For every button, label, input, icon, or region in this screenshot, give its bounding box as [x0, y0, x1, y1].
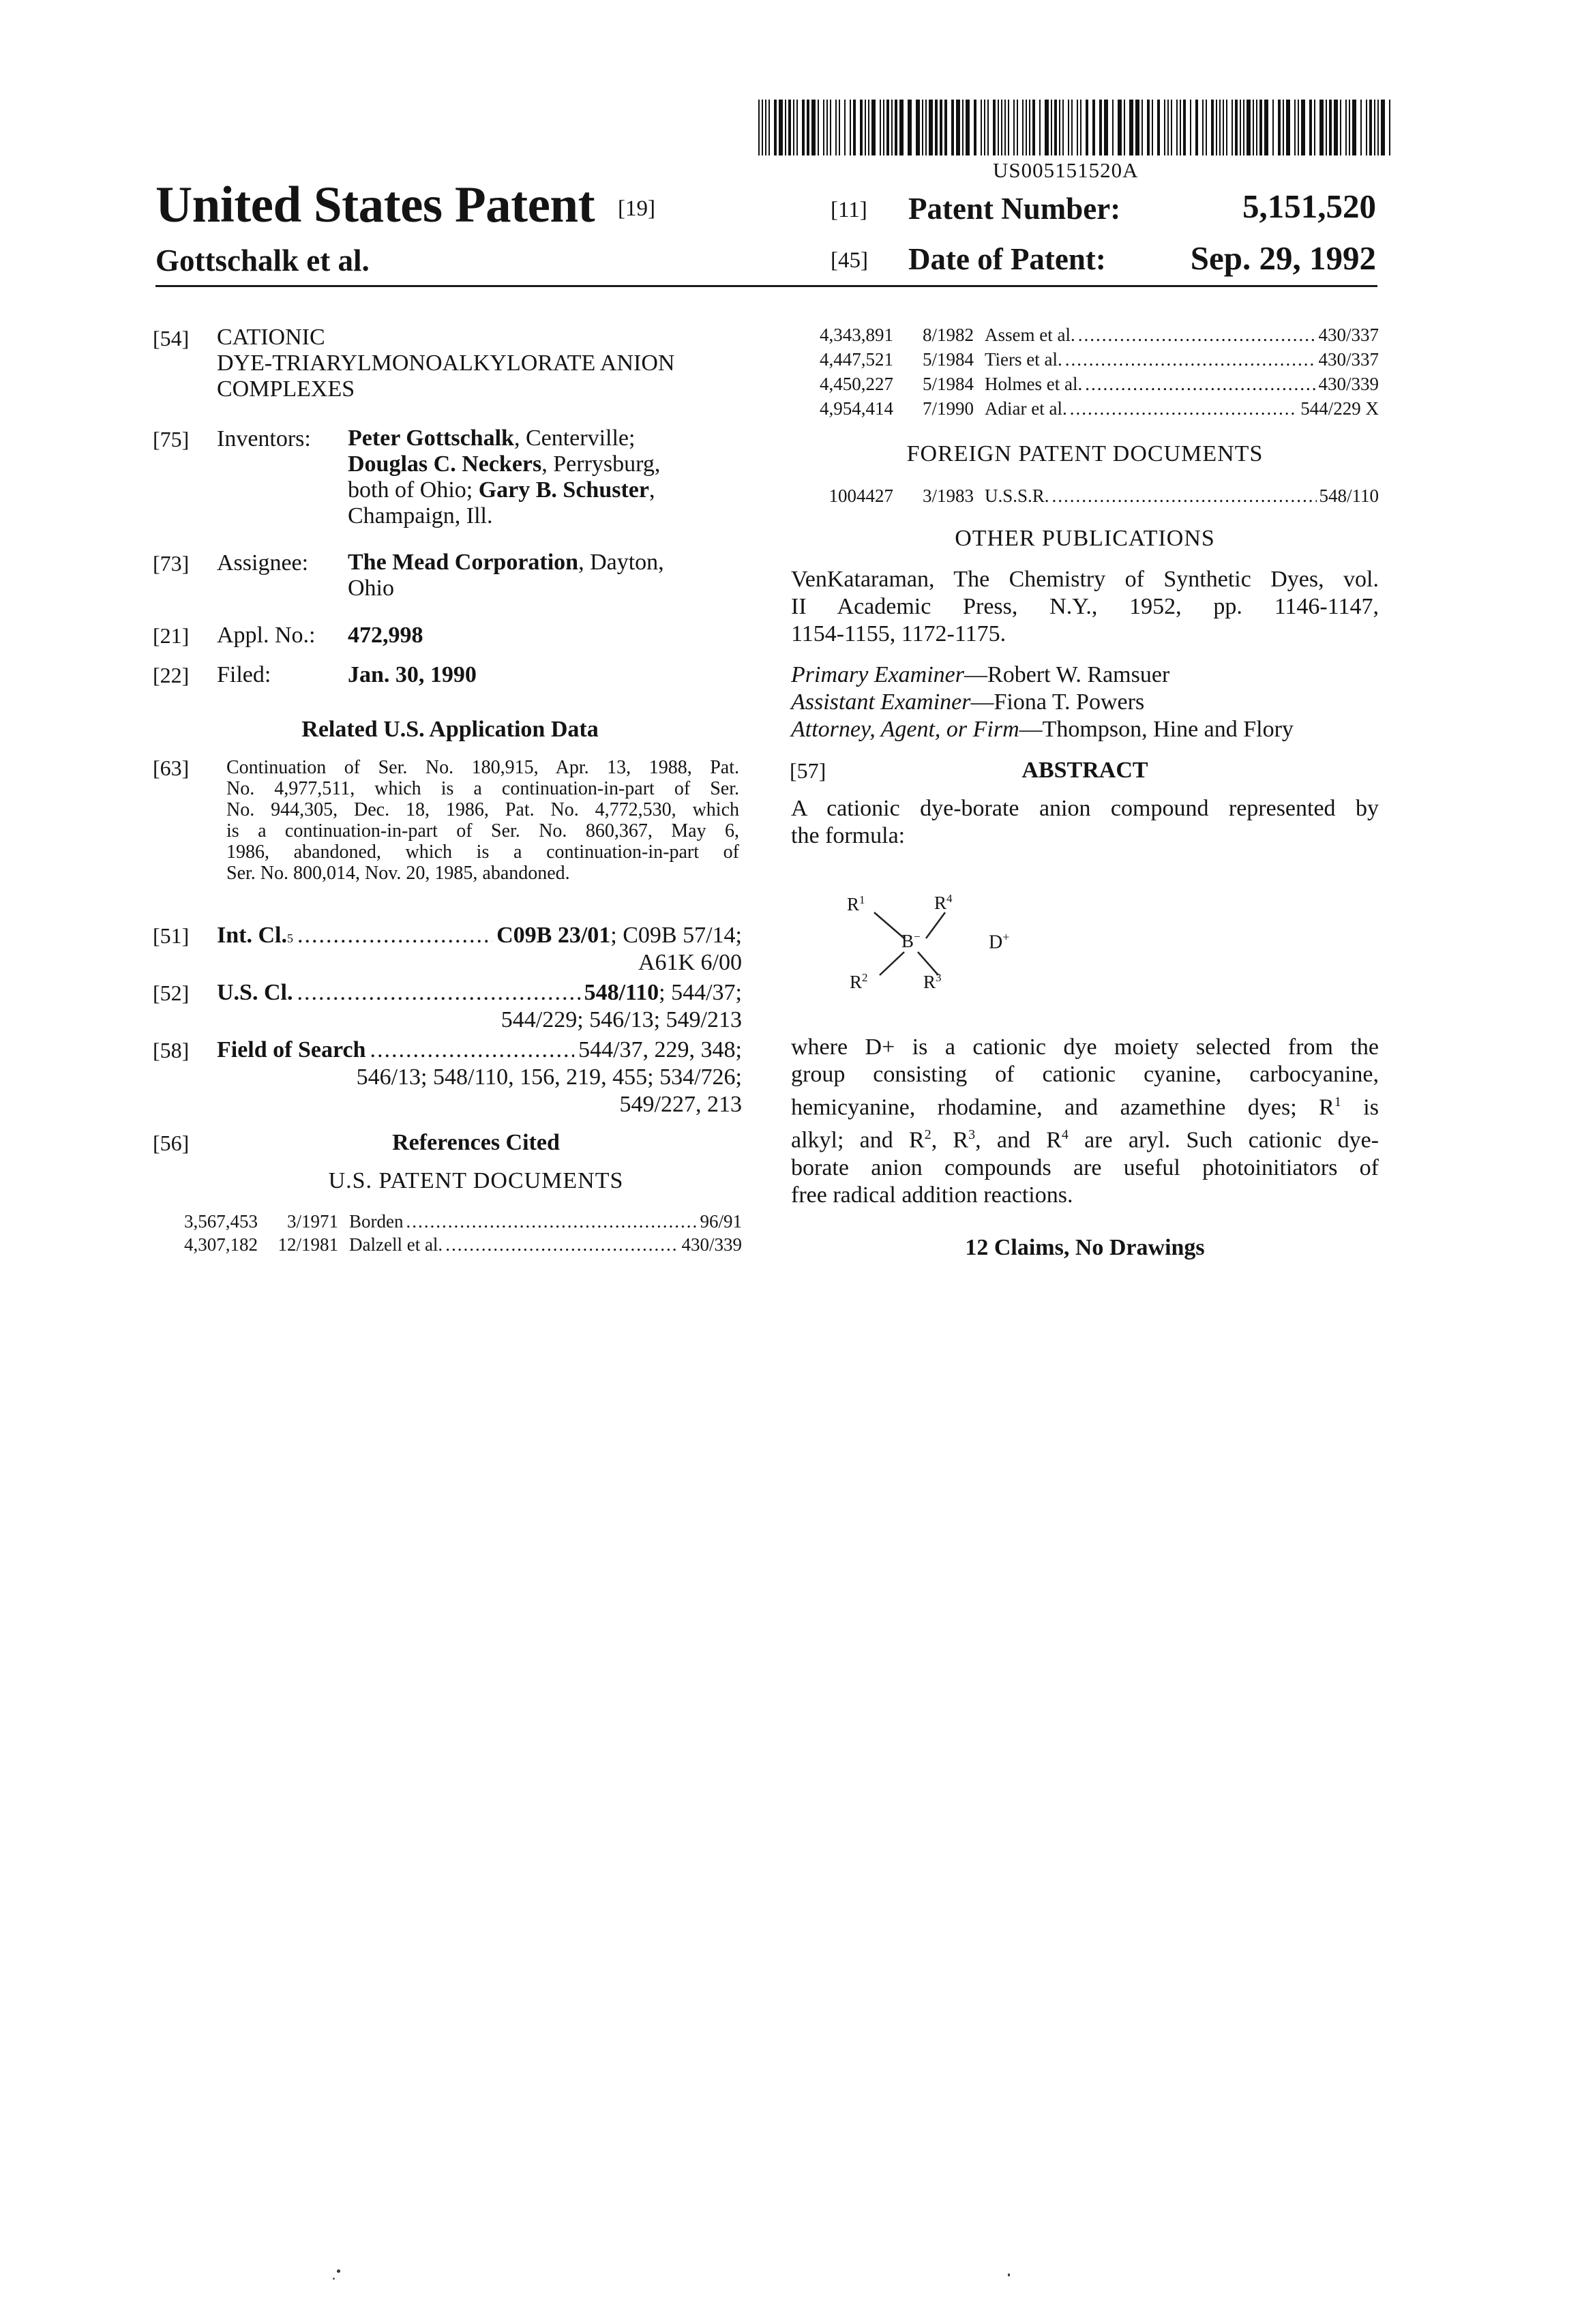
inid-tag-22: [22] — [153, 663, 189, 688]
leader-dots: ............................................ — [1052, 486, 1317, 507]
references-heading: References Cited — [217, 1129, 735, 1157]
abstract-body-line-4: alkyl; and R2, R3, and R4 are aryl. Such cationic dye- — [791, 1121, 1379, 1154]
us-patent-documents-heading: U.S. PATENT DOCUMENTS — [217, 1167, 735, 1195]
barcode-bar — [1309, 100, 1312, 155]
barcode-bar — [1092, 100, 1095, 155]
inid-tag-11: [11] — [831, 198, 867, 223]
barcode-bar — [922, 100, 923, 155]
barcode-bar — [788, 100, 791, 155]
appl-no-value: 472,998 — [348, 622, 423, 649]
barcode-bar — [974, 100, 976, 155]
barcode-bar — [925, 100, 927, 155]
leader-dots: ....................................... — [445, 1234, 678, 1255]
barcode-bar — [844, 100, 846, 155]
barcode-bar — [779, 100, 783, 155]
barcode-bar — [1259, 100, 1262, 155]
inid-tag-57: [57] — [790, 758, 826, 784]
attorney-label: Attorney, Agent, or Firm — [791, 717, 1019, 742]
barcode-bar — [1001, 100, 1002, 155]
us-cl-primary: 548/110 — [584, 980, 659, 1005]
barcode-bar — [1022, 100, 1024, 155]
patent-number-label: Patent Number: — [908, 191, 1120, 226]
barcode-bar — [1377, 100, 1379, 155]
us-cl-line-2: 544/229; 546/13; 549/213 — [501, 1007, 742, 1034]
int-cl-secondary: ; C09B 57/14; — [610, 923, 742, 948]
abstract-intro — [791, 795, 1379, 850]
ref-date: 12/1981 — [258, 1234, 338, 1255]
field-of-search-line-2: 546/13; 548/110, 156, 219, 455; 534/726; — [357, 1064, 742, 1091]
related-line-4: is a continuation-in-part of Ser. No. 860,367, May 6, — [226, 820, 739, 841]
barcode-bar — [1374, 100, 1375, 155]
scan-speck — [333, 2278, 335, 2280]
barcode-bar — [1345, 100, 1347, 155]
barcode-bar — [1068, 100, 1069, 155]
reference-row — [791, 398, 1379, 419]
related-line-5: 1986, abandoned, which is a continuation-in-part of — [226, 841, 739, 863]
barcode-bar — [1195, 100, 1198, 155]
inventor-1-name: Peter Gottschalk — [348, 426, 514, 451]
barcode-bar — [1013, 100, 1015, 155]
barcode-bar — [1118, 100, 1122, 155]
patent-office-title: United States Patent — [155, 176, 595, 235]
barcode-bar — [774, 100, 777, 155]
ref-class: 430/339 — [681, 1234, 742, 1255]
inventors-list — [348, 426, 660, 529]
leader-dots: ...................................... — [1085, 374, 1315, 395]
barcode-bar — [1180, 100, 1181, 155]
inventor-2-city: , Perrysburg, — [541, 451, 660, 477]
ref-number: 3,567,453 — [155, 1211, 258, 1232]
barcode-bar — [929, 100, 933, 155]
barcode-bar — [860, 100, 863, 155]
barcode-bar — [984, 100, 985, 155]
leader-dots: ........................................ — [1078, 325, 1316, 346]
invention-title — [217, 325, 674, 402]
barcode-bar — [1349, 100, 1350, 155]
inid-tag-19: [19] — [618, 196, 655, 222]
publication-line-1: VenKataraman, The Chemistry of Synthetic Dyes, vol. — [791, 566, 1379, 593]
barcode-bar — [956, 100, 960, 155]
barcode-bar — [1334, 100, 1338, 155]
barcode-bar — [891, 100, 893, 155]
abstract-body-line-6: free radical addition reactions. — [791, 1182, 1379, 1209]
barcode-bar — [1054, 100, 1057, 155]
ref-name: Assem et al. — [985, 325, 1075, 346]
abstract-line-2: the formula: — [791, 822, 1379, 850]
substituent-r4: R4 — [934, 892, 953, 914]
barcode-bar — [1264, 100, 1268, 155]
barcode-bar — [1152, 100, 1153, 155]
barcode-bar — [1389, 100, 1390, 155]
barcode-bar — [1329, 100, 1332, 155]
related-line-2: No. 4,977,511, which is a continuation-in-part of Ser. — [226, 778, 739, 799]
barcode-bar — [966, 100, 970, 155]
first-inventor-heading: Gottschalk et al. — [155, 243, 370, 278]
other-publications-heading: OTHER PUBLICATIONS — [791, 525, 1379, 552]
barcode-bar — [1124, 100, 1125, 155]
ref-class: 548/110 — [1319, 486, 1379, 507]
barcode-bar — [899, 100, 904, 155]
attorney: —Thompson, Hine and Flory — [1019, 717, 1294, 742]
ref-date: 5/1984 — [893, 374, 974, 395]
barcode-bar — [935, 100, 938, 155]
ref-name: Borden — [349, 1211, 403, 1232]
barcode-bar — [1099, 100, 1102, 155]
barcode-bar — [1226, 100, 1227, 155]
leader-dots: .......................................... — [1065, 349, 1316, 370]
barcode-bar — [1141, 100, 1143, 155]
barcode-bar — [865, 100, 866, 155]
filed-value: Jan. 30, 1990 — [348, 661, 477, 689]
abstract-body-line-1: where D+ is a cationic dye moiety selected from the — [791, 1034, 1379, 1061]
barcode-bar — [1176, 100, 1178, 155]
barcode-bar — [1183, 100, 1186, 155]
abstract-body-line-5: borate anion compounds are useful photoinitiators of — [791, 1154, 1379, 1182]
barcode-bar — [850, 100, 851, 155]
barcode-bar — [839, 100, 840, 155]
inventor-3-city: Champaign, Ill. — [348, 503, 660, 529]
us-cl-secondary: ; 544/37; — [659, 980, 742, 1005]
reference-row — [791, 349, 1379, 370]
substituent-r3: R3 — [923, 971, 942, 993]
barcode-bar — [1086, 100, 1088, 155]
related-data-text — [226, 757, 739, 884]
assistant-examiner-label: Assistant Examiner — [791, 689, 970, 715]
barcode-bar — [811, 100, 816, 155]
substituent-r1: R1 — [847, 893, 865, 915]
barcode-bar — [818, 100, 819, 155]
barcode-bar — [1243, 100, 1244, 155]
inid-tag-73: [73] — [153, 551, 189, 576]
int-cl-primary: C09B 23/01 — [496, 923, 610, 948]
assistant-examiner: —Fiona T. Powers — [970, 689, 1144, 715]
int-cl-row — [217, 922, 742, 952]
barcode-bar — [1369, 100, 1372, 155]
barcode-bar — [1240, 100, 1241, 155]
dye-cation: D+ — [989, 930, 1009, 953]
inventor-1-city: , Centerville; — [514, 426, 636, 451]
related-line-6: Ser. No. 800,014, Nov. 20, 1985, abandoned. — [226, 863, 739, 884]
leader-dots: ................................................. — [406, 1211, 697, 1232]
ref-class: 96/91 — [700, 1211, 742, 1232]
barcode-bar — [1340, 100, 1341, 155]
barcode-bar — [1008, 100, 1009, 155]
ref-name: Adiar et al. — [985, 398, 1067, 419]
reference-row — [155, 1234, 742, 1255]
barcode-bar — [796, 100, 798, 155]
inventors-state: both of Ohio; — [348, 477, 479, 503]
boron-atom: B− — [901, 930, 921, 952]
ref-class: 544/229 X — [1300, 398, 1379, 419]
ref-number: 4,343,891 — [791, 325, 893, 346]
barcode-bar — [1062, 100, 1064, 155]
ref-class: 430/337 — [1318, 349, 1379, 370]
barcode-bar — [1039, 100, 1041, 155]
abstract-body-line-2: group consisting of cationic cyanine, carbocyanine, — [791, 1061, 1379, 1088]
us-cl-row — [217, 979, 742, 1007]
date-of-patent-label: Date of Patent: — [908, 241, 1106, 277]
barcode-bar — [1286, 100, 1290, 155]
date-of-patent: Sep. 29, 1992 — [1191, 239, 1376, 278]
inventor-3-sep: , — [649, 477, 655, 503]
ref-number: 4,954,414 — [791, 398, 893, 419]
barcode-bar — [1157, 100, 1160, 155]
barcode-bar — [1071, 100, 1073, 155]
related-line-3: No. 944,305, Dec. 18, 1986, Pat. No. 4,772,530, which — [226, 799, 739, 820]
barcode-bar — [1301, 100, 1305, 155]
barcode-bar — [1235, 100, 1238, 155]
ref-date: 3/1971 — [258, 1211, 338, 1232]
abstract-line-1: A cationic dye-borate anion compound represented by — [791, 795, 1379, 822]
barcode-bar — [951, 100, 954, 155]
int-cl-label: Int. Cl. — [217, 922, 287, 949]
foreign-reference-row — [791, 486, 1379, 507]
field-of-search-row — [217, 1037, 742, 1064]
primary-examiner-label: Primary Examiner — [791, 662, 964, 687]
barcode-bar — [1059, 100, 1060, 155]
barcode-bar — [1206, 100, 1207, 155]
barcode-bar — [1164, 100, 1165, 155]
barcode-bar — [1029, 100, 1030, 155]
barcode-bar — [1272, 100, 1274, 155]
barcode-bar — [981, 100, 982, 155]
abstract-heading: ABSTRACT — [791, 757, 1379, 784]
barcode-bar — [868, 100, 869, 155]
primary-examiner: —Robert W. Ramsuer — [964, 662, 1169, 687]
assignee-name: The Mead Corporation — [348, 550, 578, 575]
title-line-2: DYE-TRIARYLMONOALKYLORATE ANION — [217, 351, 674, 376]
barcode — [758, 100, 1391, 155]
barcode-bar — [1366, 100, 1367, 155]
field-of-search-line-3: 549/227, 213 — [357, 1091, 742, 1118]
barcode-bar — [1232, 100, 1233, 155]
other-publications-text — [791, 566, 1379, 648]
barcode-bar — [1283, 100, 1284, 155]
barcode-bar — [807, 100, 809, 155]
assignee-value — [348, 550, 664, 601]
scan-speck — [337, 2269, 340, 2273]
ref-name: U.S.S.R. — [985, 486, 1049, 507]
barcode-bar — [1326, 100, 1327, 155]
barcode-bar — [1256, 100, 1257, 155]
barcode-bar — [1004, 100, 1006, 155]
abstract-body — [791, 1034, 1379, 1209]
leader-dots: ............................. — [370, 1037, 574, 1064]
inid-tag-54: [54] — [153, 326, 189, 351]
ref-date: 7/1990 — [893, 398, 974, 419]
related-line-1: Continuation of Ser. No. 180,915, Apr. 13, 1988, Pat. — [226, 757, 739, 778]
inid-tag-52: [52] — [153, 981, 189, 1006]
publication-line-2: II Academic Press, N.Y., 1952, pp. 1146-1147, — [791, 593, 1379, 621]
related-data-heading: Related U.S. Application Data — [155, 716, 745, 743]
barcode-bar — [830, 100, 831, 155]
ref-date: 5/1984 — [893, 349, 974, 370]
ref-number: 4,447,521 — [791, 349, 893, 370]
barcode-bar — [1247, 100, 1251, 155]
barcode-bar — [998, 100, 999, 155]
barcode-bar — [826, 100, 828, 155]
barcode-bar — [823, 100, 824, 155]
ref-name: Holmes et al. — [985, 374, 1082, 395]
assignee-state: Ohio — [348, 576, 664, 601]
barcode-bar — [793, 100, 794, 155]
barcode-bar — [1298, 100, 1299, 155]
filed-label: Filed: — [217, 661, 271, 689]
abstract-body-line-3: hemicyanine, rhodamine, and azamethine dyes; R1 is — [791, 1088, 1379, 1121]
inid-tag-75: [75] — [153, 427, 189, 452]
barcode-bar — [880, 100, 881, 155]
barcode-bar — [1360, 100, 1362, 155]
barcode-bar — [1278, 100, 1281, 155]
barcode-bar — [916, 100, 920, 155]
inid-tag-58: [58] — [153, 1038, 189, 1063]
examiners-block — [791, 661, 1379, 743]
reference-row — [791, 325, 1379, 346]
barcode-bar — [1216, 100, 1217, 155]
inid-tag-51: [51] — [153, 923, 189, 949]
ref-name: Tiers et al. — [985, 349, 1062, 370]
int-cl-line-2: A61K 6/00 — [638, 949, 742, 977]
ref-number: 4,307,182 — [155, 1234, 258, 1255]
assignee-city: , Dayton, — [578, 550, 664, 575]
scan-speck — [1008, 2274, 1010, 2276]
barcode-bar — [908, 100, 912, 155]
barcode-bar — [1112, 100, 1114, 155]
barcode-bar — [1147, 100, 1150, 155]
reference-row — [791, 374, 1379, 395]
barcode-bar — [1171, 100, 1172, 155]
reference-row — [155, 1211, 742, 1232]
barcode-bar — [758, 100, 760, 155]
barcode-bar — [1080, 100, 1081, 155]
barcode-bar — [1017, 100, 1018, 155]
title-line-1: CATIONIC — [217, 325, 674, 351]
barcode-bar — [1219, 100, 1221, 155]
barcode-bar — [1077, 100, 1078, 155]
inventors-label: Inventors: — [217, 426, 311, 453]
barcode-bar — [1223, 100, 1224, 155]
ref-number: 1004427 — [791, 486, 893, 507]
header-rule — [155, 285, 1377, 287]
barcode-bar — [987, 100, 989, 155]
inid-tag-63: [63] — [153, 756, 189, 781]
assignee-label: Assignee: — [217, 550, 308, 577]
appl-no-label: Appl. No.: — [217, 622, 316, 649]
leader-dots: ...................................... — [1070, 398, 1298, 419]
barcode-bar — [1135, 100, 1139, 155]
title-line-3: COMPLEXES — [217, 376, 674, 402]
field-of-search-more — [357, 1064, 742, 1118]
barcode-bar — [1190, 100, 1191, 155]
barcode-bar — [765, 100, 766, 155]
barcode-bar — [883, 100, 884, 155]
field-of-search-label: Field of Search — [217, 1037, 365, 1064]
barcode-bar — [1253, 100, 1254, 155]
barcode-bar — [1032, 100, 1035, 155]
barcode-bar — [802, 100, 805, 155]
ref-class: 430/339 — [1318, 374, 1379, 395]
ref-date: 8/1982 — [893, 325, 974, 346]
claims-summary: 12 Claims, No Drawings — [791, 1234, 1379, 1262]
leader-dots: ............................. — [297, 922, 492, 949]
publication-line-3: 1154-1155, 1172-1175. — [791, 621, 1379, 648]
barcode-bar — [940, 100, 942, 155]
inventor-3-name: Gary B. Schuster — [479, 477, 649, 503]
barcode-bar — [1104, 100, 1108, 155]
barcode-bar — [1381, 100, 1385, 155]
inventor-2-name: Douglas C. Neckers — [348, 451, 541, 477]
barcode-bar — [762, 100, 763, 155]
barcode-bar — [944, 100, 947, 155]
field-of-search-line-1: 544/37, 229, 348; — [578, 1037, 742, 1064]
barcode-bar — [835, 100, 837, 155]
barcode-bar — [962, 100, 964, 155]
barcode-bar — [1202, 100, 1204, 155]
us-cl-label: U.S. Cl. — [217, 979, 293, 1007]
barcode-bar — [1167, 100, 1169, 155]
document-number: US005151520A — [993, 158, 1139, 183]
barcode-bar — [871, 100, 876, 155]
barcode-bar — [1352, 100, 1356, 155]
int-cl-edition: 5 — [287, 925, 293, 952]
inid-tag-45: [45] — [831, 248, 868, 273]
patent-number: 5,151,520 — [1242, 187, 1376, 226]
inid-tag-56: [56] — [153, 1131, 189, 1156]
barcode-bar — [1026, 100, 1027, 155]
ref-name: Dalzell et al. — [349, 1234, 443, 1255]
barcode-bar — [1129, 100, 1133, 155]
barcode-bar — [895, 100, 897, 155]
barcode-bar — [768, 100, 770, 155]
barcode-bar — [1294, 100, 1296, 155]
barcode-bar — [1211, 100, 1214, 155]
leader-dots: ....................................... — [297, 979, 580, 1007]
ref-class: 430/337 — [1318, 325, 1379, 346]
barcode-bar — [853, 100, 856, 155]
substituent-r2: R2 — [850, 971, 868, 993]
foreign-patent-documents-heading: FOREIGN PATENT DOCUMENTS — [791, 441, 1379, 468]
ref-date: 3/1983 — [893, 486, 974, 507]
barcode-bar — [1045, 100, 1049, 155]
barcode-bar — [993, 100, 996, 155]
barcode-bar — [1051, 100, 1052, 155]
barcode-bar — [886, 100, 889, 155]
ref-number: 4,450,227 — [791, 374, 893, 395]
inid-tag-21: [21] — [153, 623, 189, 649]
barcode-bar — [1319, 100, 1324, 155]
barcode-bar — [785, 100, 786, 155]
barcode-bar — [1314, 100, 1315, 155]
